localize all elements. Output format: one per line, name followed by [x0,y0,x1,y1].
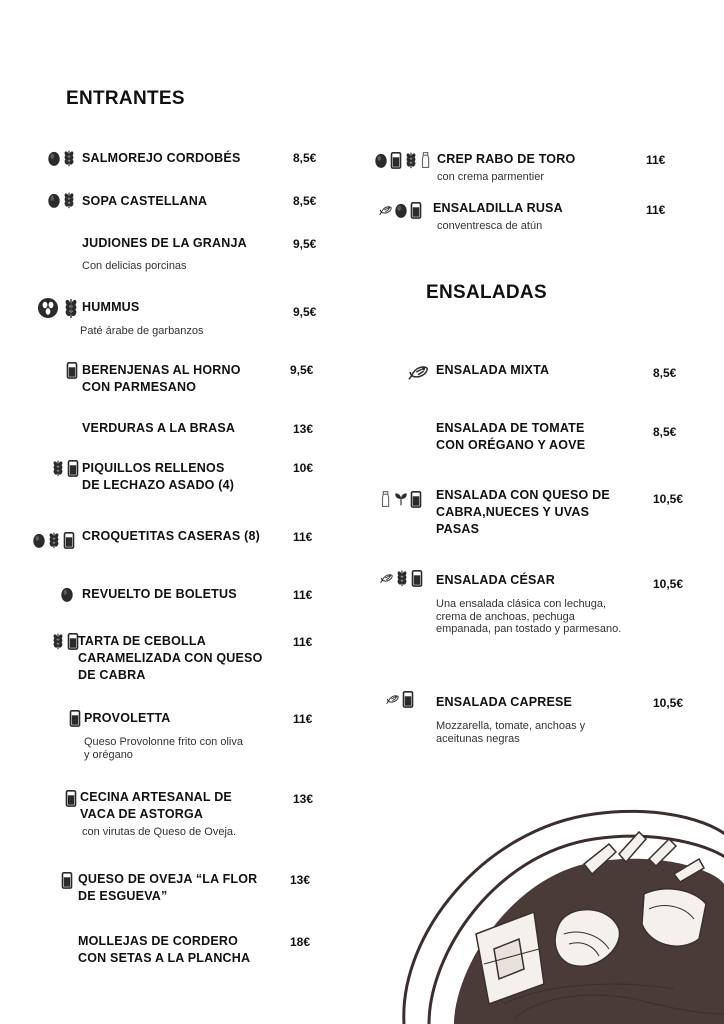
menu-item-name: ENSALADA DE TOMATE CON ORÉGANO Y AOVE [436,421,586,452]
egg-icon [47,191,61,209]
menu-item-price: 8,5€ [653,425,677,439]
menu-item-price: 8,5€ [293,194,317,208]
wheat-icon [395,569,409,587]
menu-item-name: ENSALADILLA RUSA [433,201,563,215]
menu-item-price: 9,5€ [293,305,317,319]
menu-item-price: 11€ [293,530,313,544]
egg-icon [374,151,388,169]
menu-item-name: PIQUILLOS RELLENOS DE LECHAZO ASADO (4) [82,461,235,492]
menu-item-name: ENSALADA CON QUESO DE CABRA,NUECES Y UVAS PASAS [436,488,610,536]
fish-icon [379,201,393,219]
menu-item-name: HUMMUS [82,300,140,314]
allergen-icons [37,297,82,319]
menu-item-name: ENSALADA CAPRESE [436,695,573,709]
menu-item-name: SOPA CASTELLANA [82,194,208,208]
menu-item-name: CROQUETITAS CASERAS (8) [82,529,260,543]
menu-item-price: 18€ [290,935,311,949]
sesame-icon [37,297,59,319]
allergen-icons [65,361,79,379]
menu-item-name: ENSALADA MIXTA [436,363,550,377]
menu-item-price: 11€ [293,712,313,726]
menu-item-price: 13€ [290,873,311,887]
menu-item-name: CECINA ARTESANAL DE VACA DE ASTORGA [80,790,232,821]
wheat-icon [404,151,418,169]
menu-item-price: 10,5€ [653,696,684,710]
wheat-icon [62,149,76,167]
allergen-icons [47,191,76,209]
wheat-icon [47,531,61,549]
menu-item-description: Con delicias porcinas [82,260,187,272]
wheat-icon [60,297,82,319]
egg-icon [394,201,408,219]
allergen-icons [60,871,74,889]
fish-icon [380,569,394,587]
allergen-icons [408,361,430,383]
milk-icon [64,789,78,807]
milk-icon [65,361,79,379]
milk-icon [409,490,423,508]
menu-item-description: Una ensalada clásica con lechuga, crema de anchoas, pechuga empanada, pan tostado y parmesano. [436,598,622,635]
menu-item-price: 9,5€ [290,363,314,377]
sulphite-icon [419,151,433,169]
menu-item-price: 11€ [646,153,666,167]
egg-icon [32,531,46,549]
fish-icon [408,361,430,383]
menu-item-price: 8,5€ [653,366,677,380]
menu-item-price: 10€ [293,461,314,475]
allergen-icons [379,201,423,219]
menu-item-description: conventresca de atún [437,220,543,232]
sulphite-icon [379,490,393,508]
milk-icon [62,531,76,549]
menu-item-description: Mozzarella, tomate, anchoas y aceitunas negras [436,720,586,745]
section-title-entrantes: ENTRANTES [66,88,185,109]
menu-item-description: Paté árabe de garbanzos [80,325,204,337]
menu-item-price: 11€ [293,588,313,602]
milk-icon [409,201,423,219]
menu-item-name: SALMOREJO CORDOBÉS [82,151,241,165]
menu-item-name: BERENJENAS AL HORNO CON PARMESANO [82,363,241,394]
menu-item-name: REVUELTO DE BOLETUS [82,587,237,601]
menu-item-price: 8,5€ [293,151,317,165]
menu-item-name: CREP RABO DE TORO [437,152,576,166]
wheat-icon [51,459,65,477]
egg-icon [60,585,74,603]
section-title-ensaladas: ENSALADAS [426,282,547,303]
menu-item-name: PROVOLETTA [84,711,171,725]
menu-item-description: con virutas de Queso de Oveja. [82,826,237,838]
menu-item-price: 13€ [293,792,314,806]
menu-item-name: JUDIONES DE LA GRANJA [82,236,247,250]
allergen-icons [68,709,82,727]
allergen-icons [51,459,80,477]
allergen-icons [379,490,423,508]
milk-icon [410,569,424,587]
fish-icon [386,690,400,708]
menu-item-price: 13€ [293,422,314,436]
allergen-icons [386,690,415,708]
menu-item-description: Queso Provolonne frito con oliva y orégano [84,736,243,761]
milk-icon [389,151,403,169]
milk-icon [401,690,415,708]
menu-item-name: MOLLEJAS DE CORDERO CON SETAS A LA PLANCHA [78,934,251,965]
nuts-icon [394,490,408,508]
milk-icon [68,709,82,727]
menu-item-name: ENSALADA CÉSAR [436,573,556,587]
allergen-icons [380,569,424,587]
menu-item-price: 9,5€ [293,237,317,251]
allergen-icons [51,632,80,650]
milk-icon [66,459,80,477]
menu-item-price: 10,5€ [653,577,684,591]
allergen-icons [64,789,78,807]
menu-item-price: 11€ [293,635,313,649]
bowl-illustration [394,784,724,1024]
menu-item-price: 10,5€ [653,492,684,506]
egg-icon [47,149,61,167]
allergen-icons [32,531,76,549]
menu-item-description: con crema parmentier [437,171,544,183]
menu-item-name: VERDURAS A LA BRASA [82,421,236,435]
milk-icon [60,871,74,889]
wheat-icon [51,632,65,650]
wheat-icon [62,191,76,209]
allergen-icons [47,149,76,167]
menu-item-name: QUESO DE OVEJA “LA FLOR DE ESGUEVA” [78,872,258,903]
allergen-icons [60,585,74,603]
allergen-icons [374,151,433,169]
menu-item-name: TARTA DE CEBOLLA CARAMELIZADA CON QUESO DE CABRA [78,634,263,682]
menu-item-price: 11€ [646,203,666,217]
